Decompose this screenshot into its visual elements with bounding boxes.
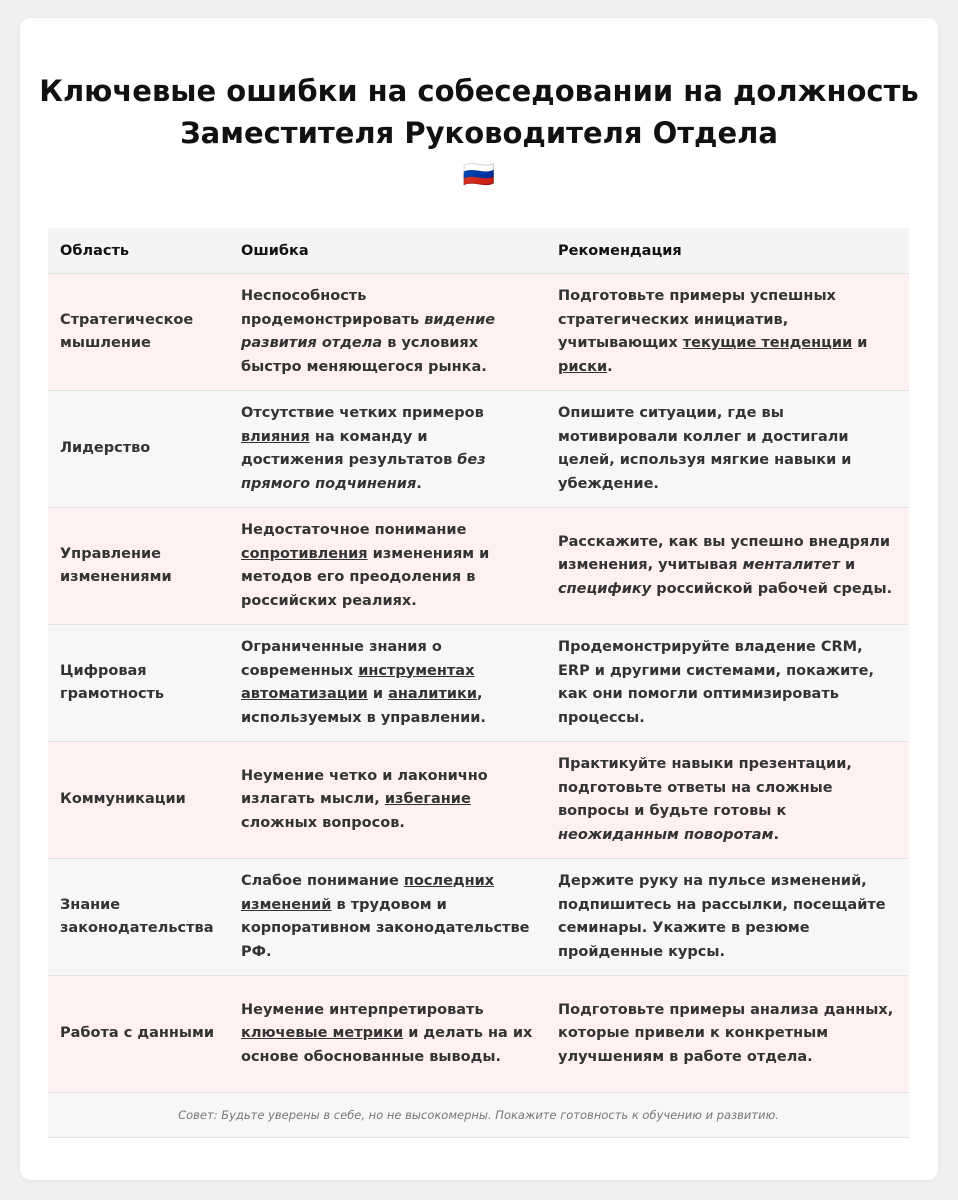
table-row	[48, 742, 909, 859]
table-row	[48, 274, 909, 391]
table-row	[48, 625, 909, 742]
page-title-text: Ключевые ошибки на собеседовании на должность Заместителя Руководителя Отдела	[39, 74, 919, 150]
recommendation-cell: Расскажите, как вы успешно внедряли изменения, учитывая менталитет и специфику российской рабочей среды.	[546, 508, 909, 625]
mistake-cell: Недостаточное понимание сопротивления изменениям и методов его преодоления в российских реалиях.	[229, 508, 546, 625]
header-area: Область	[48, 228, 229, 274]
page-title	[20, 70, 938, 196]
mistake-cell: Неспособность продемонстрировать видение развития отдела в условиях быстро меняющегося рынка.	[229, 274, 546, 391]
mistakes-table	[48, 228, 909, 1138]
mistake-cell: Отсутствие четких примеров влияния на команду и достижения результатов без прямого подчинения.	[229, 391, 546, 508]
area-cell: Работа с данными	[48, 976, 229, 1093]
header-recommendation: Рекомендация	[546, 228, 909, 274]
tip-text: Совет: Будьте уверены в себе, но не высокомерны. Покажите готовность к обучению и развитию.	[48, 1093, 909, 1138]
area-cell: Цифровая грамотность	[48, 625, 229, 742]
table-row	[48, 508, 909, 625]
recommendation-cell: Подготовьте примеры успешных стратегических инициатив, учитывающих текущие тенденции и риски.	[546, 274, 909, 391]
recommendation-cell: Практикуйте навыки презентации, подготовьте ответы на сложные вопросы и будьте готовы к неожиданным поворотам.	[546, 742, 909, 859]
recommendation-cell: Держите руку на пульсе изменений, подпишитесь на рассылки, посещайте семинары. Укажите в резюме пройденные курсы.	[546, 859, 909, 976]
table-row	[48, 391, 909, 508]
area-cell: Коммуникации	[48, 742, 229, 859]
content-card	[20, 18, 938, 1180]
russia-flag-icon: 🇷🇺	[462, 160, 496, 190]
recommendation-cell: Опишите ситуации, где вы мотивировали коллег и достигали целей, используя мягкие навыки и убеждение.	[546, 391, 909, 508]
recommendation-cell: Подготовьте примеры анализа данных, которые привели к конкретным улучшениям в работе отдела.	[546, 976, 909, 1093]
recommendation-cell: Продемонстрируйте владение CRM, ERP и другими системами, покажите, как они помогли оптимизировать процессы.	[546, 625, 909, 742]
area-cell: Управление изменениями	[48, 508, 229, 625]
table-row	[48, 859, 909, 976]
table-header-row	[48, 228, 909, 274]
mistake-cell: Ограниченные знания о современных инструментах автоматизации и аналитики, используемых в управлении.	[229, 625, 546, 742]
header-mistake: Ошибка	[229, 228, 546, 274]
area-cell: Знание законодательства	[48, 859, 229, 976]
table-row	[48, 976, 909, 1093]
mistake-cell: Неумение интерпретировать ключевые метрики и делать на их основе обоснованные выводы.	[229, 976, 546, 1093]
mistake-cell: Слабое понимание последних изменений в трудовом и корпоративном законодательстве РФ.	[229, 859, 546, 976]
mistake-cell: Неумение четко и лаконично излагать мысли, избегание сложных вопросов.	[229, 742, 546, 859]
area-cell: Стратегическое мышление	[48, 274, 229, 391]
tip-row	[48, 1093, 909, 1138]
area-cell: Лидерство	[48, 391, 229, 508]
